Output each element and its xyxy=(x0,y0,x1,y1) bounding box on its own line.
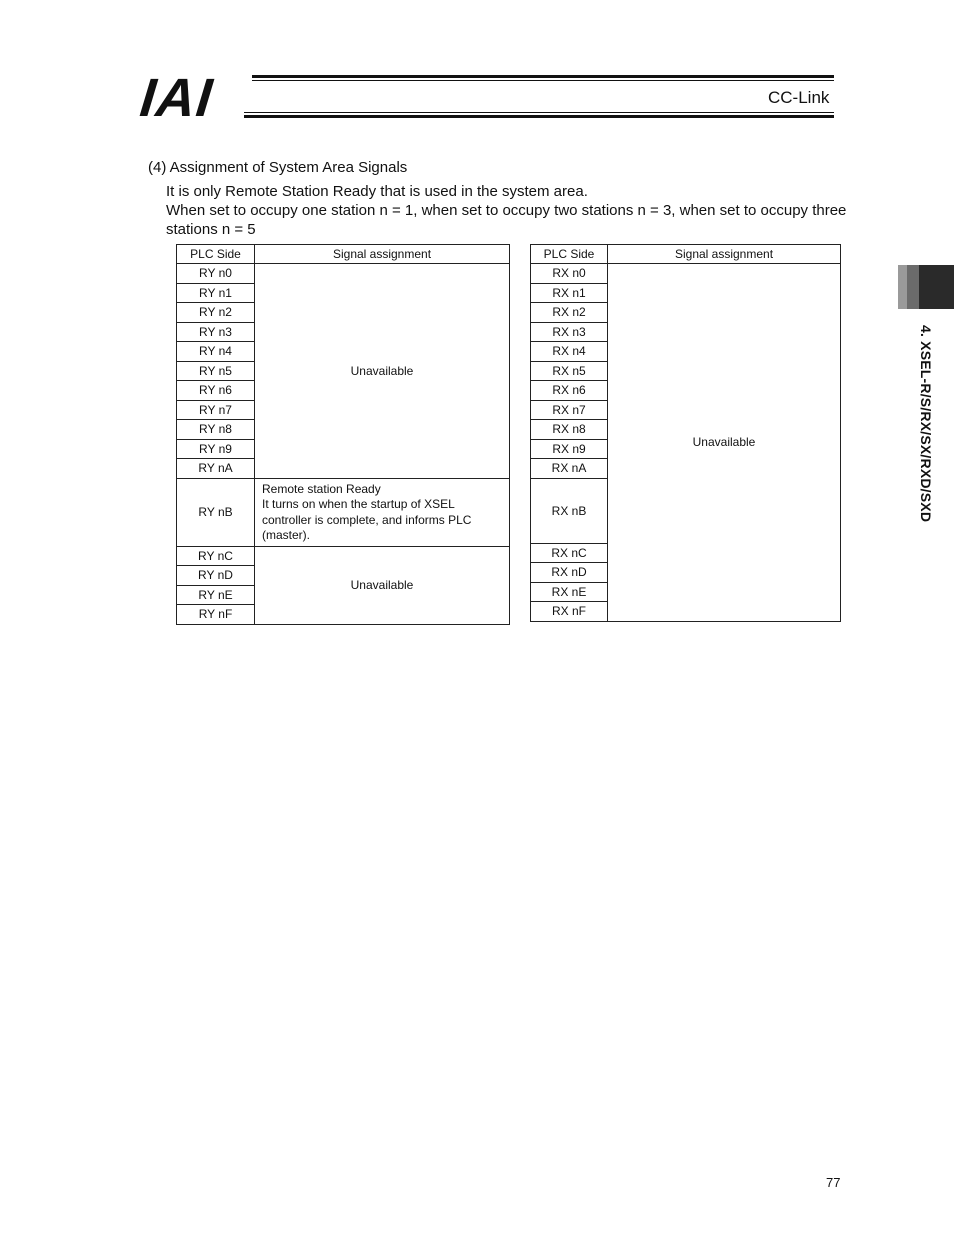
plc-side-cell: RY nE xyxy=(177,585,255,605)
plc-side-cell: RX n9 xyxy=(531,439,608,459)
table-header-row xyxy=(177,245,510,264)
plc-side-cell: RX nE xyxy=(531,582,608,602)
plc-side-cell: RX n0 xyxy=(531,264,608,284)
ry-signal-table xyxy=(176,244,510,625)
plc-side-cell: RX nB xyxy=(531,478,608,543)
plc-side-cell: RX nF xyxy=(531,602,608,622)
plc-side-cell: RX nA xyxy=(531,459,608,479)
body-paragraph: When set to occupy one station n = 1, when set to occupy two stations n = 3, when set to occupy three stations n = 5 xyxy=(166,202,847,238)
signal-assignment-cell: Unavailable xyxy=(255,264,510,479)
column-header: PLC Side xyxy=(531,245,608,264)
plc-side-cell: RX n3 xyxy=(531,322,608,342)
table-row xyxy=(531,264,841,284)
body-paragraph: It is only Remote Station Ready that is used in the system area. xyxy=(166,183,588,200)
plc-side-cell: RX nD xyxy=(531,563,608,583)
section-heading: (4) Assignment of System Area Signals xyxy=(148,159,408,176)
column-header: PLC Side xyxy=(177,245,255,264)
plc-side-cell: RX n1 xyxy=(531,283,608,303)
signal-description: It turns on when the startup of XSEL controller is complete, and informs PLC (master). xyxy=(262,497,472,542)
plc-side-cell: RY n1 xyxy=(177,283,255,303)
signal-name: Remote station Ready xyxy=(262,481,381,496)
plc-side-cell: RY n5 xyxy=(177,361,255,381)
chapter-tab-marker xyxy=(898,265,907,309)
header-rule xyxy=(244,115,834,118)
chapter-tab-marker xyxy=(919,265,954,309)
plc-side-cell: RY nD xyxy=(177,566,255,586)
table-header-row xyxy=(531,245,841,264)
signal-assignment-cell: Unavailable xyxy=(608,264,841,622)
header-rule xyxy=(252,80,834,81)
table-row xyxy=(177,546,510,566)
chapter-tab-marker xyxy=(907,265,919,309)
plc-side-cell: RY n7 xyxy=(177,400,255,420)
plc-side-cell: RY n6 xyxy=(177,381,255,401)
plc-side-cell: RX nC xyxy=(531,543,608,563)
plc-side-cell: RX n8 xyxy=(531,420,608,440)
plc-side-cell: RY nF xyxy=(177,605,255,625)
iai-logo: IAI xyxy=(137,68,216,128)
remote-station-ready-cell xyxy=(255,478,510,546)
plc-side-cell: RY nC xyxy=(177,546,255,566)
signal-assignment-cell: Unavailable xyxy=(255,546,510,624)
section-title: CC-Link xyxy=(768,88,830,107)
plc-side-cell: RY n8 xyxy=(177,420,255,440)
chapter-tab-label: 4. XSEL-R/S/RX/SX/RXD/SXD xyxy=(918,325,934,523)
rx-signal-table xyxy=(530,244,841,622)
plc-side-cell: RY nA xyxy=(177,459,255,479)
plc-side-cell: RY n9 xyxy=(177,439,255,459)
plc-side-cell: RY n2 xyxy=(177,303,255,323)
header-rule xyxy=(244,112,834,113)
plc-side-cell: RX n6 xyxy=(531,381,608,401)
column-header: Signal assignment xyxy=(255,245,510,264)
page-number: 77 xyxy=(826,1175,841,1190)
table-row xyxy=(177,264,510,284)
header-rule xyxy=(252,75,834,78)
plc-side-cell: RY n3 xyxy=(177,322,255,342)
plc-side-cell: RX n5 xyxy=(531,361,608,381)
table-row xyxy=(177,478,510,546)
plc-side-cell: RY n0 xyxy=(177,264,255,284)
plc-side-cell: RX n7 xyxy=(531,400,608,420)
column-header: Signal assignment xyxy=(608,245,841,264)
plc-side-cell: RY n4 xyxy=(177,342,255,362)
plc-side-cell: RX n2 xyxy=(531,303,608,323)
plc-side-cell: RY nB xyxy=(177,478,255,546)
plc-side-cell: RX n4 xyxy=(531,342,608,362)
